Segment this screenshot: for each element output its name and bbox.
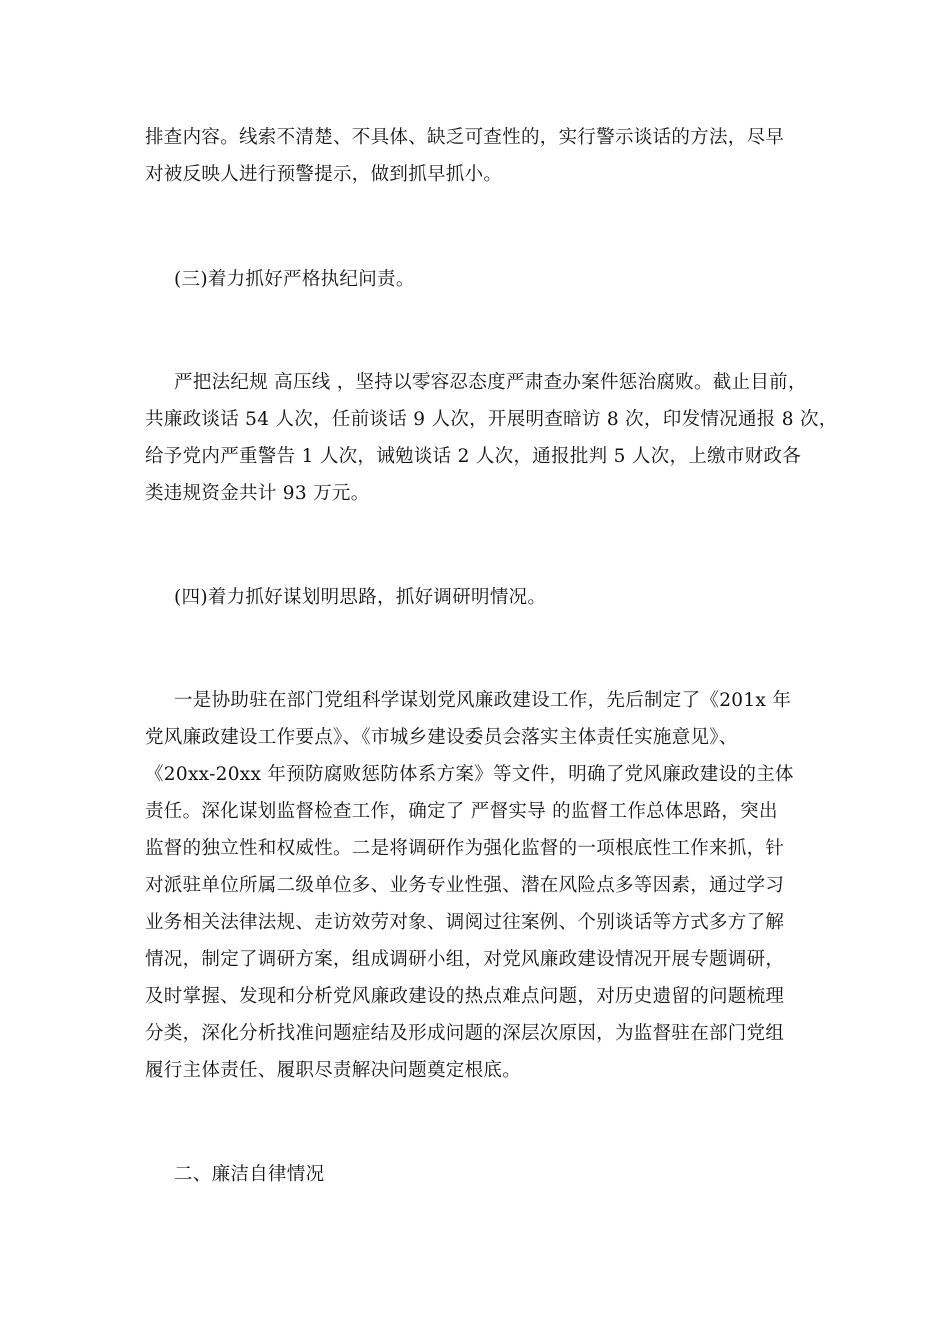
text-line: 一是协助驻在部门党组科学谋划党风廉政建设工作，先后制定了《201x 年 (174, 690, 792, 711)
text-line: 《20xx-20xx 年预防腐败惩防体系方案》等文件，明确了党风廉政建设的主体 (145, 764, 794, 785)
section-heading: (四)着力抓好谋划明思路，抓好调研明情况。 (174, 587, 547, 608)
text-line: 情况，制定了调研方案，组成调研小组，对党风廉政建设情况开展专题调研， (145, 949, 785, 970)
section-heading: (三)着力抓好严格执纪问责。 (174, 269, 415, 290)
text-line: 对被反映人进行预警提示，做到抓早抓小。 (145, 164, 503, 185)
text-line: 及时掌握、发现和分析党风廉政建设的热点难点问题，对历史遗留的问题梳理 (145, 986, 785, 1007)
text-line: 履行主体责任、履职尽责解决问题奠定根底。 (145, 1060, 522, 1081)
text-line: 业务相关法律法规、走访效劳对象、调阅过往案例、个别谈话等方式多方了解 (145, 912, 785, 933)
text-line: 分类，深化分析找准问题症结及形成问题的深层次原因，为监督驻在部门党组 (145, 1023, 785, 1044)
text-line: 监督的独立性和权威性。二是将调研作为强化监督的一项根底性工作来抓，针 (145, 838, 785, 859)
text-line: 类违规资金共计 93 万元。 (145, 483, 370, 504)
text-line: 责任。深化谋划监督检查工作，确定了 严督实导 的监督工作总体思路，突出 (145, 801, 778, 822)
text-line: 党风廉政建设工作要点》、《市城乡建设委员会落实主体责任实施意见》、 (145, 727, 738, 748)
text-line: 对派驻单位所属二级单位多、业务专业性强、潜在风险点多等因素，通过学习 (145, 875, 785, 896)
text-line: 严把法纪规 高压线 ，坚持以零容忍态度严肃查办案件惩治腐败。截止目前， (174, 372, 807, 393)
section-heading: 二、廉洁自律情况 (174, 1164, 325, 1185)
text-line: 给予党内严重警告 1 人次，诫勉谈话 2 人次，通报批判 5 人次，上缴市财政各 (145, 446, 802, 467)
text-line: 共廉政谈话 54 人次，任前谈话 9 人次，开展明查暗访 8 次，印发情况通报 8 次， (145, 409, 838, 430)
text-line: 排查内容。线索不清楚、不具体、缺乏可查性的，实行警示谈话的方法，尽早 (145, 127, 785, 148)
